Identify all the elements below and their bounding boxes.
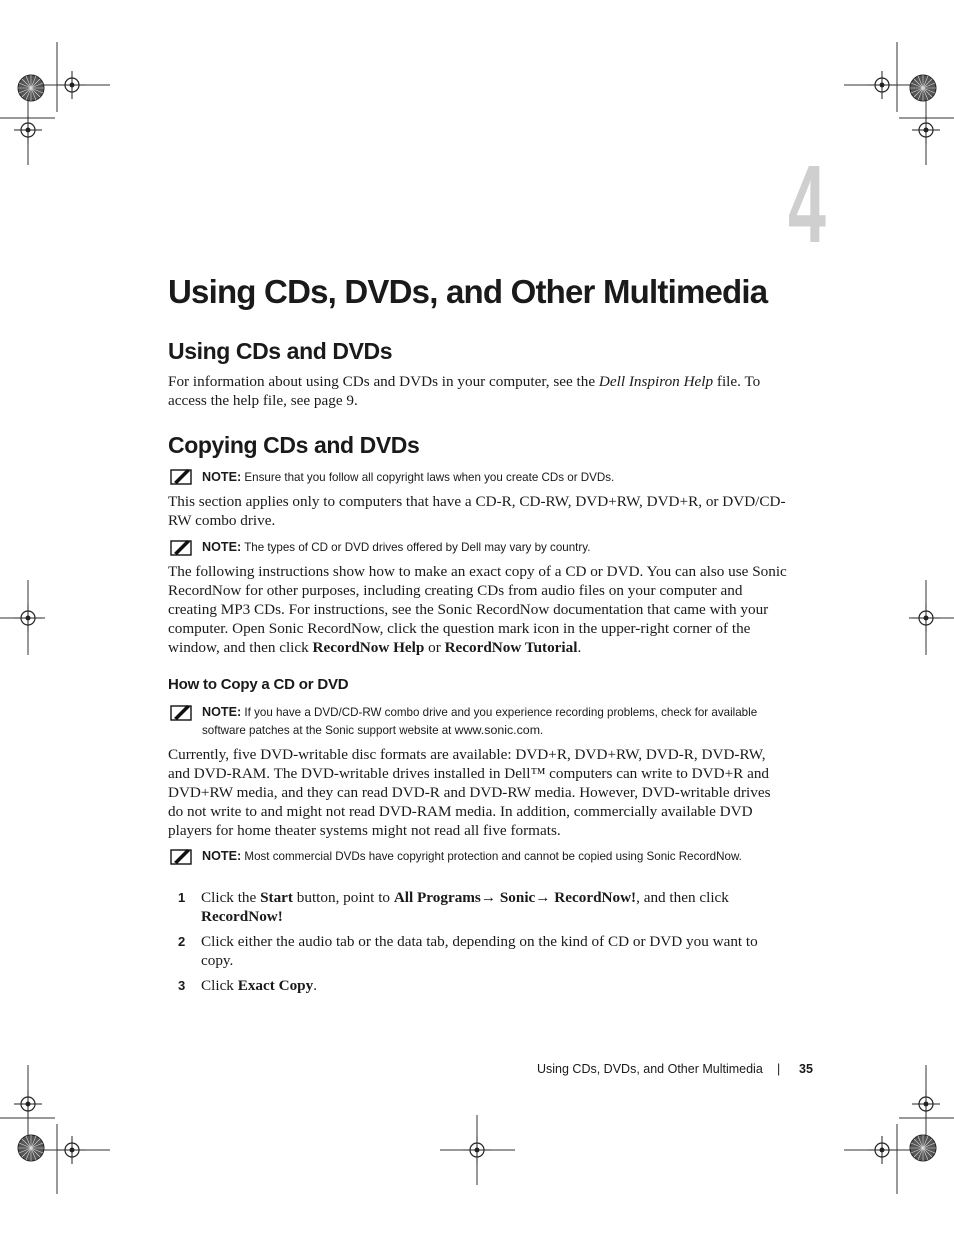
note-copy-protection: NOTE: Most commercial DVDs have copyright protection and cannot be copied using Sonic RecordNow. [202, 849, 742, 863]
paragraph-drive-types: This section applies only to computers that have a CD-R, CD-RW, DVD+RW, DVD+R, or DVD/CD-RW combo drive. [168, 493, 786, 529]
paragraph-using-cds: For information about using CDs and DVDs in your computer, see the Dell Inspiron Help file. To access the help file, see page 9. [168, 373, 761, 409]
note-sonic-patches: NOTE: If you have a DVD/CD-RW combo drive and you experience recording problems, check for available software patches at the Sonic support website at www.sonic.com. [202, 705, 758, 737]
page-number: 35 [799, 1062, 813, 1076]
section-heading-using-cds: Using CDs and DVDs [168, 338, 393, 364]
section-heading-copying: Copying CDs and DVDs [168, 432, 420, 458]
step-number: 3 [178, 978, 186, 993]
note-icon [170, 703, 192, 721]
step-number: 2 [178, 934, 186, 949]
step-number: 1 [178, 890, 186, 905]
page-title: Using CDs, DVDs, and Other Multimedia [168, 273, 768, 310]
footer-title: Using CDs, DVDs, and Other Multimedia [537, 1062, 763, 1076]
step-1-text: Click the Start button, point to All Programs→ Sonic→ RecordNow!, and then click RecordNow! [201, 889, 729, 925]
note-icon [170, 847, 192, 865]
note-icon [170, 467, 192, 485]
sonic-website-link[interactable]: www.sonic.com [454, 722, 541, 737]
footer-separator: | [777, 1062, 781, 1076]
step-3-text: Click Exact Copy. [201, 977, 318, 994]
paragraph-dvd-formats: Currently, five DVD-writable disc formats are available: DVD+R, DVD+RW, DVD-R, DVD-RW, and DVD-RAM. The DVD-writable drives installed in Dell™ computers can write to DVD+R and DVD+RW media, and they can read DVD-R and DVD-RW media. However, DVD-writable drives do not write to and might not read DVD-RAM media. In addition, commercially available DVD players for home theater systems might not read all five formats. [168, 746, 771, 839]
note-icon [170, 538, 192, 556]
paragraph-instructions: The following instructions show how to make an exact copy of a CD or DVD. You can also use Sonic RecordNow for other purposes, including creating CDs from audio files on your computer and creating MP3 CDs. For instructions, see the Sonic RecordNow documentation that came with your computer. Open Sonic RecordNow, click the question mark icon in the upper-right corner of the window, and then click RecordNow Help or RecordNow Tutorial. [168, 563, 787, 656]
step-2-text: Click either the audio tab or the data tab, depending on the kind of CD or DVD you want to copy. [201, 933, 758, 969]
note-drive-variance: NOTE: The types of CD or DVD drives offered by Dell may vary by country. [202, 540, 591, 554]
chapter-number: 4 [788, 143, 826, 266]
subsection-heading: How to Copy a CD or DVD [168, 676, 349, 693]
note-copyright: NOTE: Ensure that you follow all copyright laws when you create CDs or DVDs. [202, 470, 615, 484]
